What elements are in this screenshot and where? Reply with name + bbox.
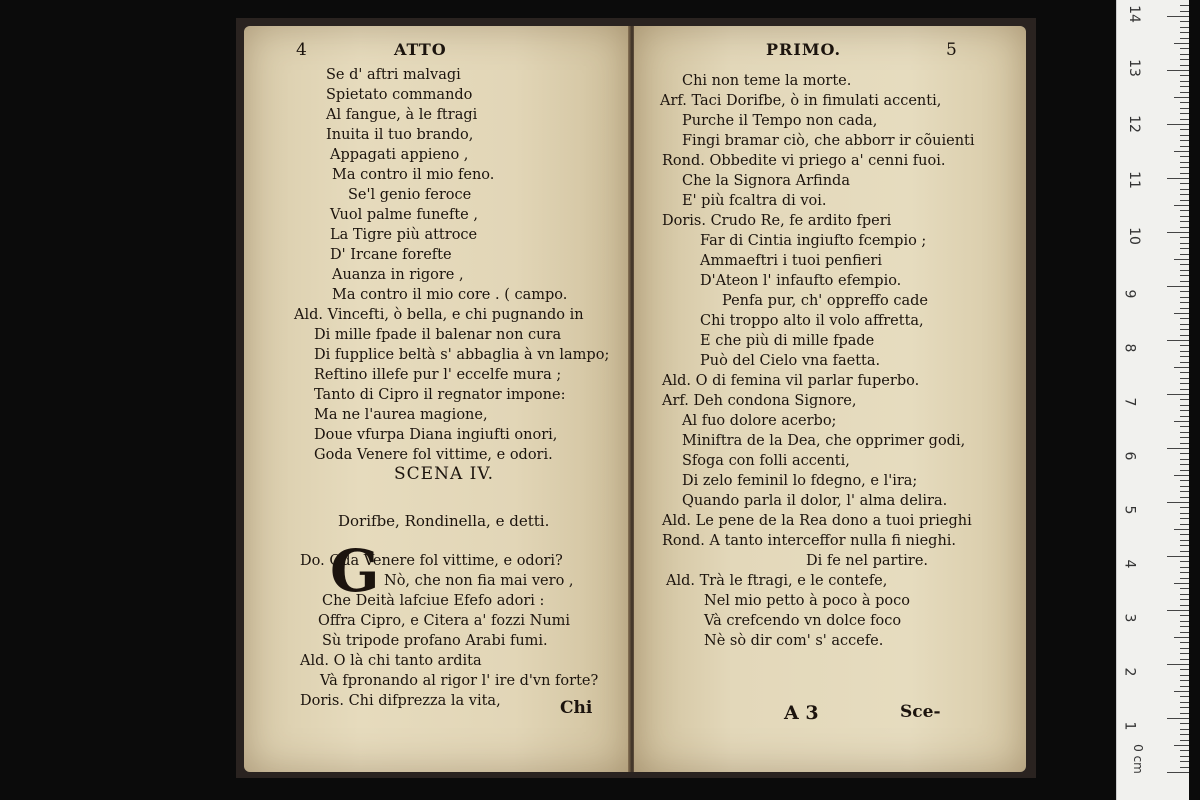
text-line: Quando parla il dolor, l' alma delira. (682, 493, 948, 509)
scene-heading: SCENA IV. (394, 464, 495, 484)
text-line: Chi troppo alto il volo affretta, (700, 313, 924, 329)
ruler-number: 4 (1121, 559, 1138, 569)
ruler-tick (1180, 243, 1189, 244)
left-running-head: ATTO (394, 40, 447, 59)
ruler-tick (1180, 351, 1189, 352)
text-line: La Tigre più attroce (330, 227, 478, 243)
ruler-tick (1180, 405, 1189, 406)
text-line: Doue vfurpa Diana ingiufti onori, (314, 427, 558, 443)
ruler-unit-label: 0 cm (1130, 744, 1145, 774)
ruler-tick (1180, 470, 1189, 471)
text-line: Auanza in rigore , (332, 267, 464, 283)
ruler-tick (1180, 308, 1189, 309)
ruler-tick (1180, 729, 1189, 730)
ruler-tick (1167, 286, 1189, 287)
text-line: Al fuo dolore acerbo; (682, 413, 837, 429)
ruler-tick (1167, 124, 1189, 125)
ruler-tick (1180, 572, 1189, 573)
text-line: Và crefcendo vn dolce foco (704, 613, 902, 629)
ruler-tick (1180, 497, 1189, 498)
ruler-tick (1180, 5, 1189, 6)
ruler-tick (1180, 108, 1189, 109)
ruler-tick (1174, 637, 1189, 638)
ruler-tick (1180, 702, 1189, 703)
ruler-tick (1180, 210, 1189, 211)
text-line: Nè sò dir com' s' accefe. (704, 633, 884, 649)
ruler-tick (1180, 383, 1189, 384)
ruler-tick (1180, 38, 1189, 39)
ruler-tick (1167, 340, 1189, 341)
ruler-tick (1180, 491, 1189, 492)
ruler-tick (1174, 583, 1189, 584)
ruler-tick (1180, 92, 1189, 93)
text-line: Rond. Obbedite vi priego a' cenni fuoi. (662, 153, 946, 169)
text-line: Di fupplice beltà s' abbaglia à vn lampo; (314, 347, 610, 363)
ruler-tick (1167, 556, 1189, 557)
ruler-tick (1180, 264, 1189, 265)
ruler-tick (1180, 464, 1189, 465)
ruler-tick (1180, 432, 1189, 433)
ruler-tick (1180, 653, 1189, 654)
text-line: Goda Venere fol vittime, e odori. (314, 447, 553, 463)
ruler-tick (1180, 416, 1189, 417)
ruler-tick (1180, 594, 1189, 595)
right-running-head: PRIMO. (766, 40, 842, 59)
ruler-tick (1180, 183, 1189, 184)
ruler-tick (1167, 610, 1189, 611)
ruler-tick (1180, 335, 1189, 336)
ruler-tick (1180, 21, 1189, 22)
text-line: Nò, che non fia mai vero , (384, 573, 574, 589)
text-line: Al fangue, à le ftragi (326, 107, 478, 123)
ruler-tick (1180, 86, 1189, 87)
ruler-tick (1180, 140, 1189, 141)
ruler-tick (1174, 421, 1189, 422)
ruler-tick (1180, 734, 1189, 735)
ruler-tick (1180, 615, 1189, 616)
ruler-number: 11 (1125, 171, 1142, 189)
drop-capital: G (330, 537, 380, 605)
ruler-tick (1174, 475, 1189, 476)
ruler-tick (1174, 529, 1189, 530)
ruler-tick (1180, 605, 1189, 606)
text-line: Far di Cintia ingiufto fcempio ; (700, 233, 927, 249)
text-line: Rond. A tanto interceffor nulla fi nieghi. (662, 533, 957, 549)
ruler-tick (1167, 178, 1189, 179)
ruler-tick (1180, 59, 1189, 60)
ruler-tick (1180, 686, 1189, 687)
ruler-tick (1180, 200, 1189, 201)
ruler-number: 9 (1121, 289, 1138, 299)
ruler-tick (1180, 378, 1189, 379)
ruler-tick (1180, 81, 1189, 82)
text-line: Purche il Tempo non cada, (682, 113, 878, 129)
ruler-tick (1180, 362, 1189, 363)
ruler-tick (1174, 43, 1189, 44)
ruler-tick (1180, 297, 1189, 298)
ruler-tick (1180, 291, 1189, 292)
ruler-tick (1180, 486, 1189, 487)
ruler-tick (1180, 567, 1189, 568)
text-line: Appagati appieno , (330, 147, 469, 163)
ruler-tick (1180, 302, 1189, 303)
ruler-tick (1180, 119, 1189, 120)
ruler-tick (1174, 691, 1189, 692)
text-line: Può del Cielo vna faetta. (700, 353, 881, 369)
ruler-tick (1180, 372, 1189, 373)
right-catchword: Sce- (900, 702, 941, 722)
ruler-tick (1180, 345, 1189, 346)
text-line: Tanto di Cipro il regnator impone: (314, 387, 566, 403)
ruler-tick (1180, 75, 1189, 76)
text-line: Vuol palme funefte , (330, 207, 478, 223)
ruler-tick (1180, 767, 1189, 768)
ruler-tick (1180, 194, 1189, 195)
text-line: Se d' aftri malvagi (326, 67, 461, 83)
text-line: Ma ne l'aurea magione, (314, 407, 488, 423)
text-line: Di zelo feminil lo fdegno, e l'ira; (682, 473, 918, 489)
ruler-tick (1180, 507, 1189, 508)
ruler-number: 14 (1125, 5, 1142, 23)
ruler-tick (1180, 270, 1189, 271)
text-line: Fingi bramar ciò, che abborr ir cõuienti (682, 133, 975, 149)
ruler-tick (1180, 534, 1189, 535)
text-line: Doris. Crudo Re, fe ardito fperi (662, 213, 892, 229)
text-line: Ald. Trà le ftragi, e le contefe, (666, 573, 888, 589)
ruler-tick (1180, 281, 1189, 282)
ruler-tick (1180, 621, 1189, 622)
ruler-tick (1180, 399, 1189, 400)
ruler-tick (1180, 761, 1189, 762)
ruler-tick (1174, 745, 1189, 746)
ruler-tick (1180, 524, 1189, 525)
text-line: Và fpronando al rigor l' ire d'vn forte? (320, 673, 599, 689)
ruler-tick (1180, 626, 1189, 627)
ruler-number: 1 (1121, 721, 1138, 731)
ruler-tick (1180, 561, 1189, 562)
ruler-tick (1180, 740, 1189, 741)
ruler-tick (1180, 216, 1189, 217)
ruler-number: 2 (1121, 667, 1138, 677)
ruler-tick (1167, 502, 1189, 503)
ruler-tick (1180, 248, 1189, 249)
ruler-tick (1180, 189, 1189, 190)
ruler-tick (1180, 221, 1189, 222)
text-line: Chi non teme la morte. (682, 73, 852, 89)
text-line: Ald. O di femina vil parlar fuperbo. (662, 373, 920, 389)
ruler-tick (1174, 205, 1189, 206)
ruler-tick (1180, 356, 1189, 357)
ruler-number: 12 (1125, 115, 1142, 133)
ruler-tick (1180, 32, 1189, 33)
ruler-tick (1180, 578, 1189, 579)
ruler-tick (1180, 48, 1189, 49)
text-line: Do. Oda Venere fol vittime, e odori? (300, 553, 563, 569)
ruler-number: 5 (1121, 505, 1138, 515)
text-line: Reftino illefe pur l' eccelfe mura ; (314, 367, 562, 383)
ruler-tick (1174, 97, 1189, 98)
text-line: Doris. Chi difprezza la vita, (300, 693, 501, 709)
ruler-tick (1180, 275, 1189, 276)
ruler-tick (1180, 750, 1189, 751)
text-line: Ald. Vincefti, ò bella, e chi pugnando in (294, 307, 584, 323)
ruler-tick (1180, 513, 1189, 514)
text-line: Che la Signora Arfinda (682, 173, 850, 189)
ruler-tick (1180, 410, 1189, 411)
ruler-tick (1180, 318, 1189, 319)
ruler-tick (1180, 54, 1189, 55)
ruler-tick (1180, 113, 1189, 114)
ruler-tick (1167, 718, 1189, 719)
ruler-tick (1180, 237, 1189, 238)
text-line: Di mille fpade il balenar non cura (314, 327, 562, 343)
text-line: E che più di mille fpade (700, 333, 875, 349)
ruler-tick (1180, 324, 1189, 325)
text-line: Ald. Le pene de la Rea dono a tuoi prieghi (662, 513, 972, 529)
ruler-tick (1180, 588, 1189, 589)
text-line: Offra Cipro, e Citera a' fozzi Numi (318, 613, 571, 629)
text-line: Sù tripode profano Arabi fumi. (322, 633, 548, 649)
text-line: Ald. O là chi tanto ardita (300, 653, 482, 669)
ruler-tick (1180, 696, 1189, 697)
ruler-tick (1180, 453, 1189, 454)
ruler-tick (1167, 664, 1189, 665)
ruler-tick (1180, 129, 1189, 130)
ruler-tick (1180, 659, 1189, 660)
text-line: Nel mio petto à poco à poco (704, 593, 910, 609)
ruler-tick (1180, 437, 1189, 438)
text-line: Ammaeftri i tuoi penfieri (700, 253, 882, 269)
text-line: Che Deità lafciue Efefo adori : (322, 593, 545, 609)
ruler-tick (1174, 367, 1189, 368)
text-line: Arf. Deh condona Signore, (662, 393, 857, 409)
ruler-tick (1180, 756, 1189, 757)
ruler-tick (1180, 65, 1189, 66)
left-catchword: Chi (560, 698, 593, 718)
ruler-tick (1180, 156, 1189, 157)
ruler-tick (1180, 254, 1189, 255)
text-line: E' più fcaltra di voi. (682, 193, 827, 209)
text-line: D' Ircane forefte (330, 247, 452, 263)
ruler-tick (1180, 459, 1189, 460)
ruler-tick (1180, 426, 1189, 427)
text-line: D'Ateon l' infaufto efempio. (700, 273, 902, 289)
ruler-tick (1174, 313, 1189, 314)
ruler-tick (1180, 480, 1189, 481)
ruler-tick (1180, 707, 1189, 708)
left-folio: 4 (296, 40, 307, 60)
ruler-tick (1180, 135, 1189, 136)
text-line: Inuita il tuo brando, (326, 127, 474, 143)
ruler-tick (1180, 389, 1189, 390)
ruler-tick (1180, 11, 1189, 12)
ruler-tick (1180, 173, 1189, 174)
ruler-tick (1180, 27, 1189, 28)
scene-characters: Dorifbe, Rondinella, e detti. (338, 512, 550, 530)
ruler-tick (1174, 151, 1189, 152)
ruler-tick (1180, 648, 1189, 649)
ruler-tick (1167, 448, 1189, 449)
ruler-tick (1180, 599, 1189, 600)
ruler-tick (1180, 675, 1189, 676)
ruler-tick (1180, 162, 1189, 163)
text-line: Sfoga con folli accenti, (682, 453, 850, 469)
ruler-tick (1180, 443, 1189, 444)
ruler-number: 13 (1125, 59, 1142, 77)
text-line: Ma contro il mio core . ( campo. (332, 287, 568, 303)
text-line: Spietato commando (326, 87, 473, 103)
ruler-number: 6 (1121, 451, 1138, 461)
ruler-tick (1167, 394, 1189, 395)
ruler-tick (1180, 545, 1189, 546)
left-page (244, 26, 630, 772)
ruler-tick (1180, 227, 1189, 228)
printer-signature: A 3 (784, 702, 819, 724)
ruler-number: 10 (1125, 227, 1142, 245)
open-book (236, 18, 1036, 778)
ruler-tick (1167, 772, 1189, 773)
text-line: Di fe nel partire. (806, 553, 929, 569)
text-line: Arf. Taci Dorifbe, ò in fimulati accenti, (660, 93, 942, 109)
ruler-tick (1180, 518, 1189, 519)
text-line: Se'l genio feroce (348, 187, 472, 203)
ruler-tick (1180, 632, 1189, 633)
ruler-tick (1180, 551, 1189, 552)
ruler-tick (1180, 102, 1189, 103)
ruler-tick (1180, 329, 1189, 330)
text-line: Penfa pur, ch' oppreffo cade (722, 293, 928, 309)
ruler-tick (1174, 259, 1189, 260)
text-line: Ma contro il mio feno. (332, 167, 495, 183)
ruler-tick (1167, 70, 1189, 71)
ruler-tick (1180, 713, 1189, 714)
ruler-number: 7 (1121, 397, 1138, 407)
right-folio: 5 (946, 40, 957, 60)
right-page (634, 26, 1026, 772)
ruler-number: 8 (1121, 343, 1138, 353)
ruler-tick (1167, 16, 1189, 17)
ruler-tick (1180, 680, 1189, 681)
ruler-tick (1180, 167, 1189, 168)
ruler-tick (1180, 146, 1189, 147)
measurement-ruler (1116, 0, 1189, 800)
ruler-tick (1167, 232, 1189, 233)
ruler-number: 3 (1121, 613, 1138, 623)
text-line: Miniftra de la Dea, che opprimer godi, (682, 433, 966, 449)
ruler-tick (1180, 723, 1189, 724)
ruler-tick (1180, 540, 1189, 541)
ruler-tick (1180, 669, 1189, 670)
ruler-tick (1180, 642, 1189, 643)
